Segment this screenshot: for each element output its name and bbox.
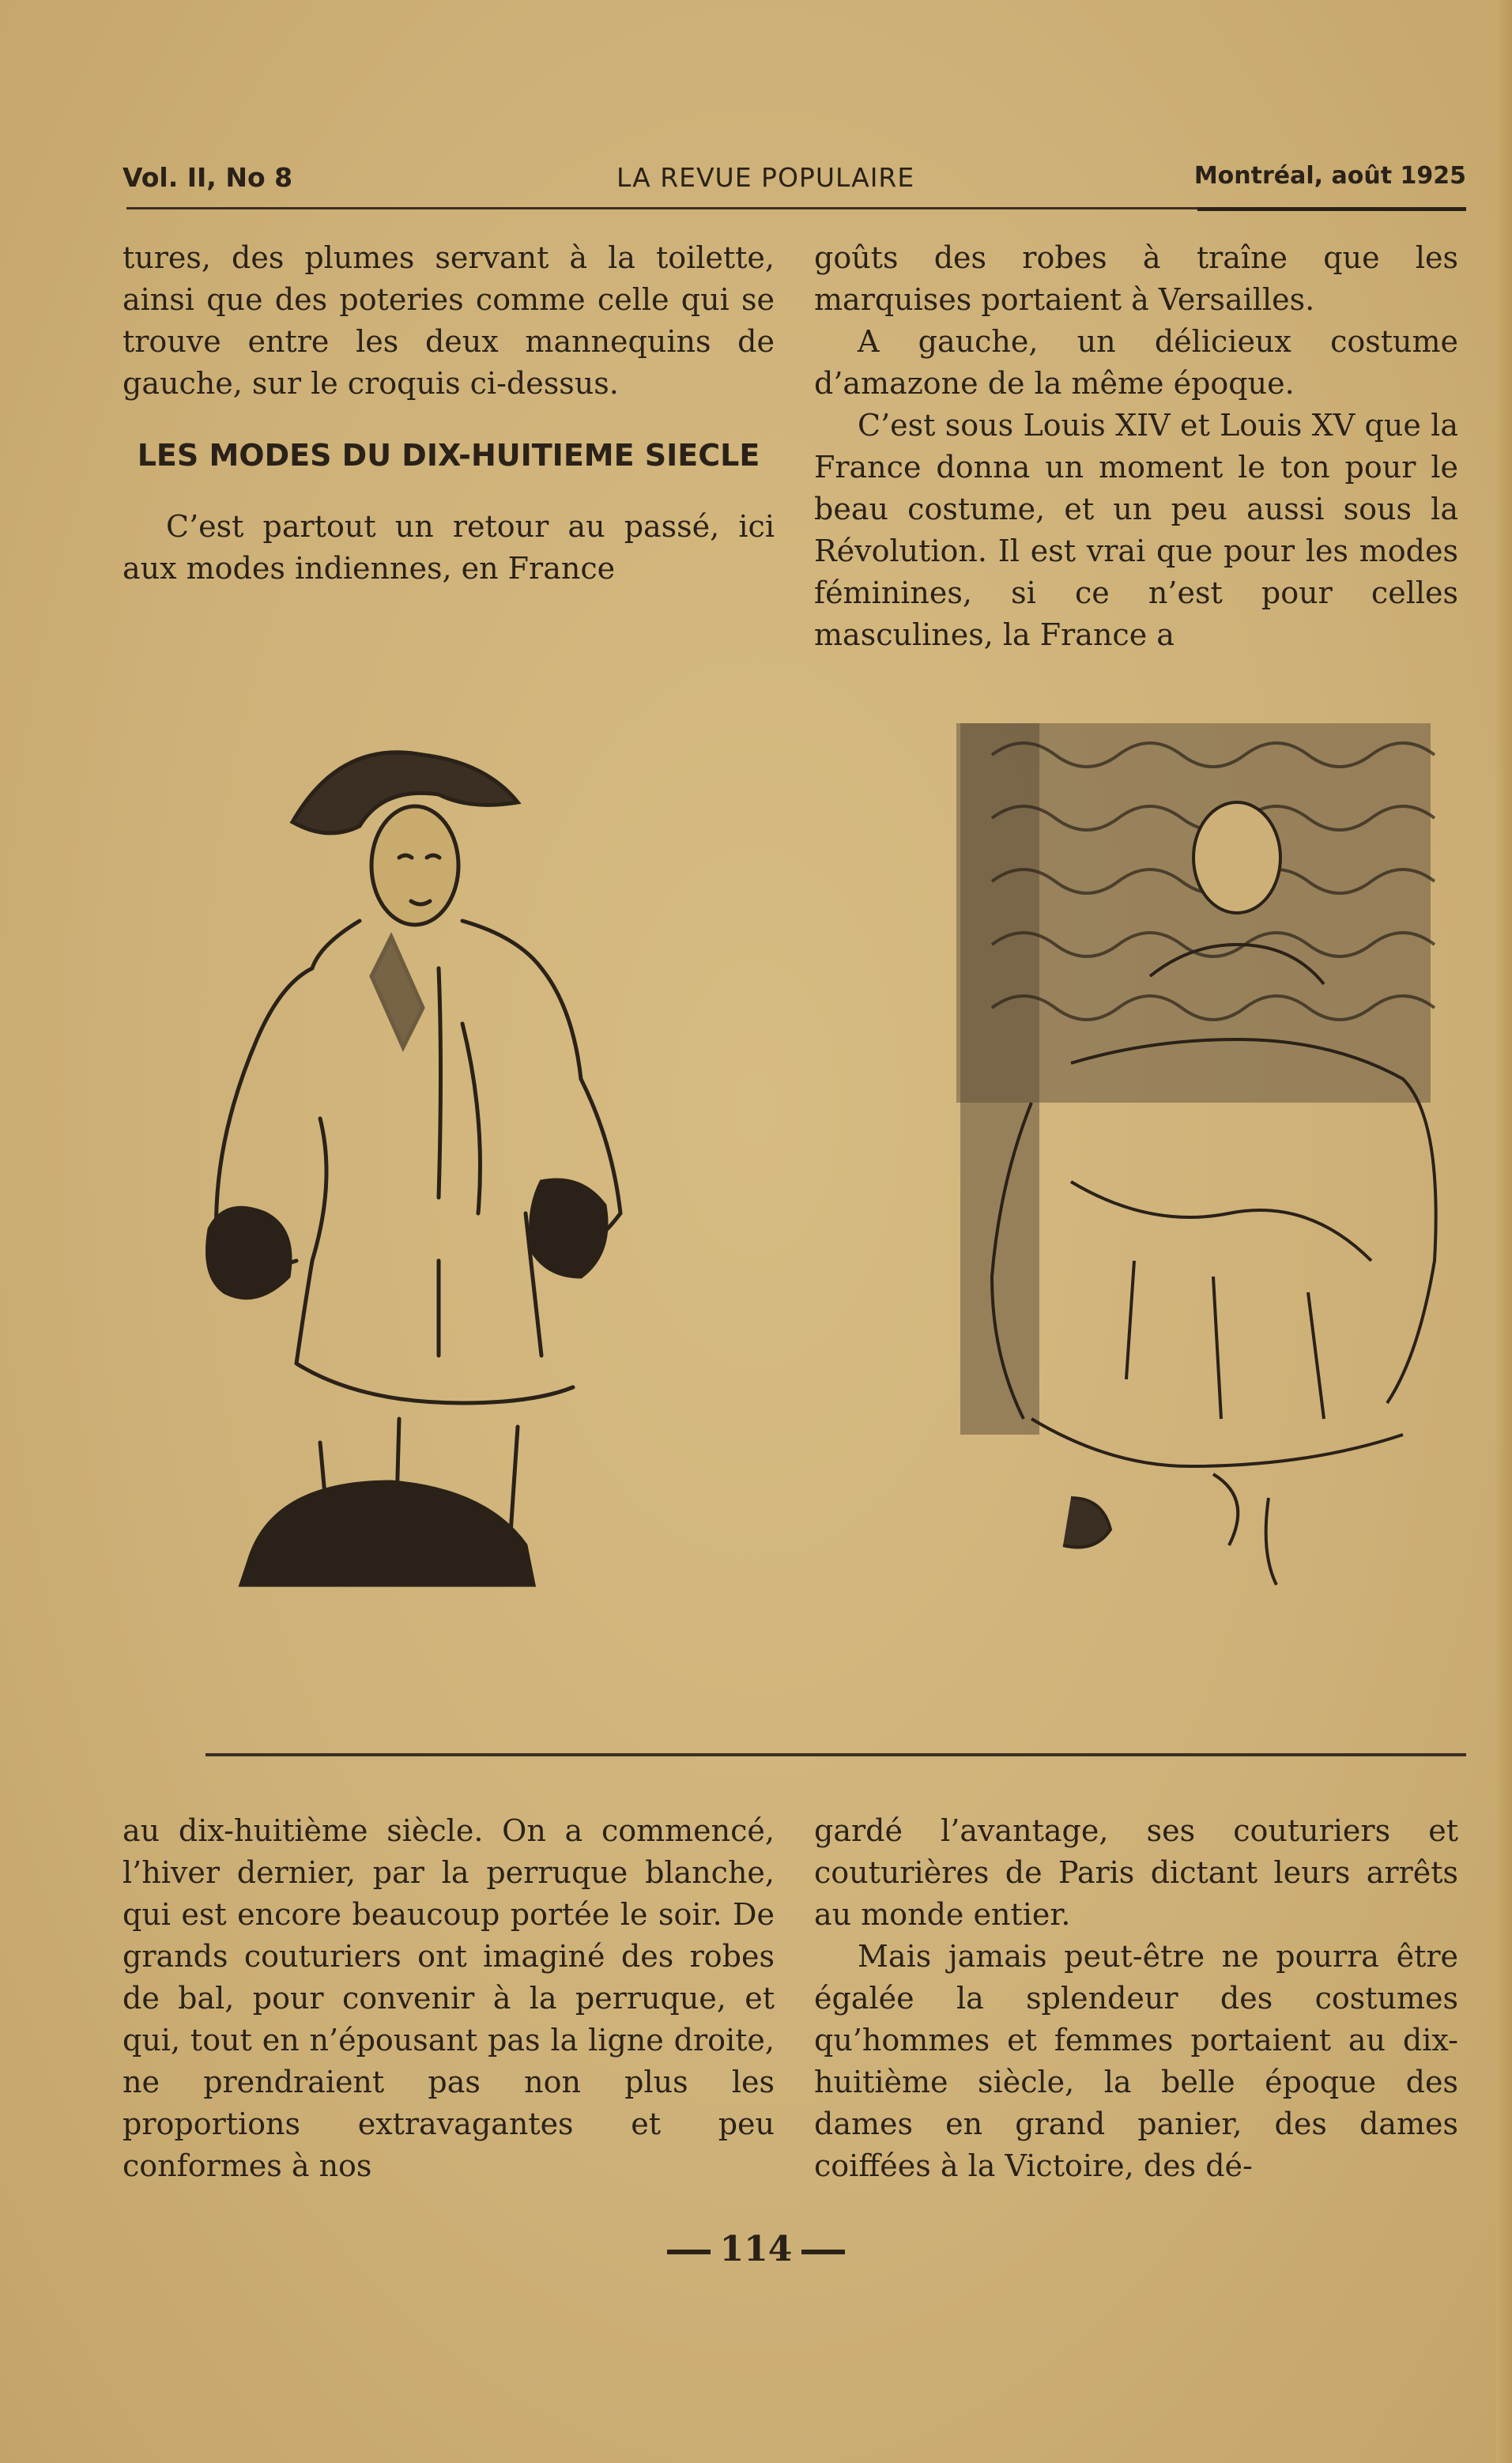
right-column-bottom [814,1810,1458,2187]
right-column-top [814,237,1458,656]
left-column-bottom [123,1810,775,2187]
right-figure-panier-gown [956,723,1436,1585]
fashion-illustration [202,707,1466,1759]
paragraph: Mais jamais peut-être ne pourra être égalée la splendeur des costumes qu’hommes et femmes portaient au dix-huitième siècle, la belle époque des dames en grand panier, des dames coiffées à la Victoire, des dé- [814,1939,1458,2183]
running-header [123,162,1466,200]
footer-dash-left [667,2250,711,2254]
left-figure-amazone-costume [208,752,621,1585]
left-column-top [123,237,775,590]
illustration-baseline [205,1753,1466,1756]
journal-title: LA REVUE POPULAIRE [616,162,915,193]
paragraph: au dix-huitième siècle. On a commencé, l’hiver dernier, par la perruque blanche, qui est encore beaucoup portée le soir. De grands couturiers ont imaginé des robes de bal, pour convenir à la perruque, et qui, tout en n’épousant pas la ligne droite, ne prendraient pas non plus les proportions extravagantes et peu conformes à nos [123,1813,775,2183]
paragraph: C’est sous Louis XIV et Louis XV que la France donna un moment le ton pour le beau costume, et un peu aussi sous la Révolution. Il est vrai que pour les modes féminines, si ce n’est pour celles masculines, la France a [814,408,1458,652]
paragraph: C’est partout un retour au passé, ici aux modes indiennes, en France [123,509,775,586]
paragraph: tures, des plumes servant à la toilette, ainsi que des poteries comme celle qui se trouve entre les deux mannequins de gauche, sur le croquis ci-dessus. [123,240,775,401]
section-heading: LES MODES DU DIX-HUITIEME SIECLE [137,438,760,473]
paragraph: goûts des robes à traîne que les marquises portaient à Versailles. [814,240,1458,317]
page-number: 114 [719,2229,793,2269]
volume-number: Vol. II, No 8 [123,162,293,193]
header-rule-accent [1197,207,1466,211]
paragraph: A gauche, un délicieux costume d’amazone de la même époque. [814,324,1458,401]
page-edge [1496,0,1512,2463]
footer-dash-right [801,2250,845,2254]
place-date: Montréal, août 1925 [1193,162,1466,190]
page-number-footer [0,2229,1512,2269]
paragraph: gardé l’avantage, ses couturiers et couturières de Paris dictant leurs arrêts au monde entier. [814,1813,1458,1932]
